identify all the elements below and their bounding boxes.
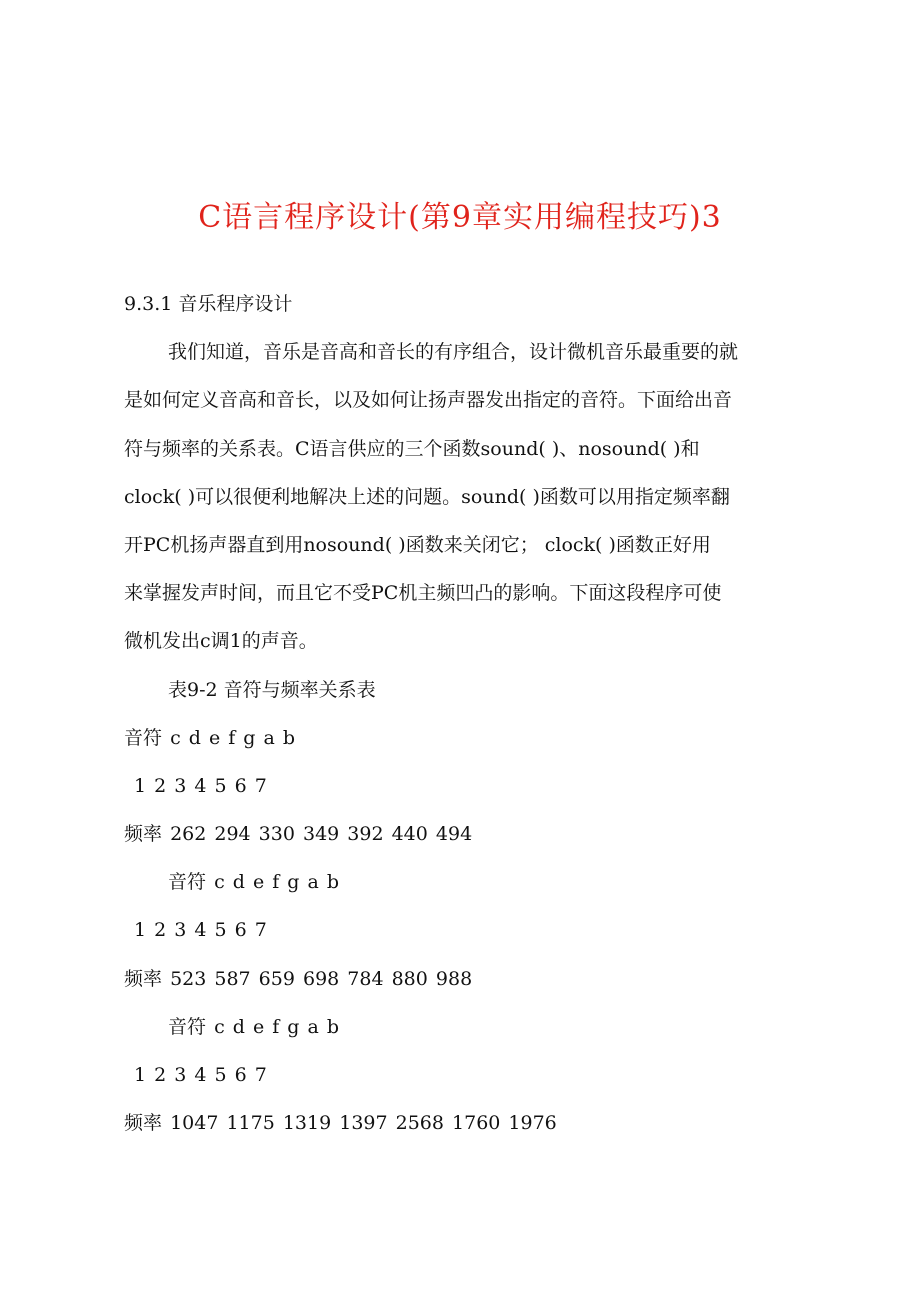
frequency-label: 频率 [124,967,163,990]
paragraph-line: 是如何定义音高和音长，以及如何让扬声器发出指定的音符。下面给出音 [124,389,733,412]
table-caption: 表9-2 音符与频率关系表 [168,678,376,701]
notes-label: 音符 [124,726,163,749]
paragraph-line: 来掌握发声时间，而且它不受PC机主频凹凸的影响。下面这段程序可使 [124,582,722,605]
paragraph-line: 开PC机扬声器直到用nosound( )函数来关闭它； clock( )函数正好用 [124,533,711,556]
notes-values: c d e f g a b [170,726,296,749]
notes-row [124,858,808,906]
frequency-values: 262 294 330 349 392 440 494 [170,823,473,846]
numbers-row: 1 2 3 4 5 6 7 [134,1064,267,1086]
frequency-label: 频率 [124,823,163,846]
document-body [124,280,808,1147]
paragraph-line: 符与频率的关系表。C语言供应的三个函数sound( )、nosound( )和 [124,437,700,460]
notes-values: c d e f g a b [214,871,340,894]
notes-values: c d e f g a b [214,1015,340,1038]
frequency-values: 1047 1175 1319 1397 2568 1760 1976 [170,1112,557,1135]
notes-row [124,1003,808,1051]
frequency-values: 523 587 659 698 784 880 988 [170,967,473,990]
frequency-label: 频率 [124,1112,163,1135]
notes-label: 音符 [168,871,207,894]
paragraph-line: 微机发出c调1的声音。 [124,630,318,653]
frequency-row [124,810,808,858]
notes-label: 音符 [168,1015,207,1038]
paragraph-line: clock( )可以很便利地解决上述的问题。sound( )函数可以用指定频率翻 [124,485,730,508]
paragraph-line: 我们知道，音乐是音高和音长的有序组合，设计微机音乐最重要的就 [168,341,739,364]
frequency-row [124,955,808,1003]
numbers-row: 1 2 3 4 5 6 7 [134,774,267,797]
document-title: C语言程序设计(第9章实用编程技巧)3 [198,200,722,235]
numbers-row: 1 2 3 4 5 6 7 [134,919,267,942]
notes-row [124,714,808,762]
frequency-row [124,1099,808,1147]
section-heading: 9.3.1 音乐程序设计 [124,293,293,315]
